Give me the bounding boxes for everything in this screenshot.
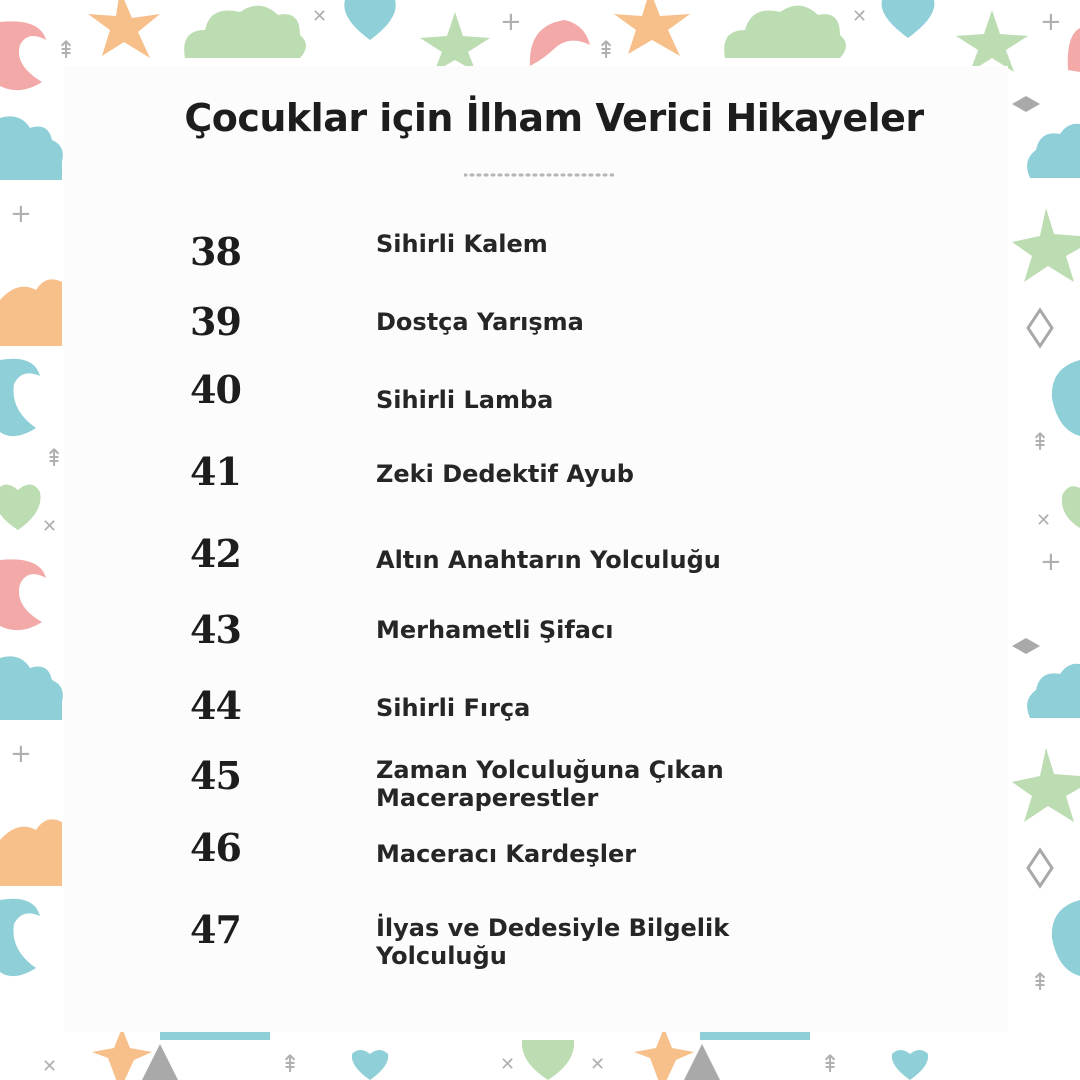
moon-icon [0,559,46,630]
story-number: 47 [190,907,241,952]
mountain-icon [684,1044,720,1080]
cloud-icon [0,819,62,886]
moon-icon [1068,28,1080,72]
star-icon [634,1028,694,1080]
diamond-icon [1028,310,1052,346]
star-icon [614,0,690,56]
story-title: Zeki Dedektif Ayub [376,460,634,488]
story-title: İlyas ve Dedesiyle Bilgelik Yolculuğu [376,914,730,970]
cross-icon: ✕ [852,6,868,27]
cloud-icon [184,6,306,58]
story-title: Zaman Yolculuğuna Çıkan Maceraperestler [376,756,724,812]
star-icon [1012,208,1080,282]
story-title: Sihirli Fırça [376,694,531,722]
tree-icon: ⇞ [1030,428,1051,456]
heart-icon [352,1050,388,1080]
plus-icon: + [1040,7,1062,37]
tree-icon: ⇞ [44,444,65,472]
mountain-icon [142,1044,178,1080]
star-icon [92,1028,152,1080]
plus-icon: + [10,199,32,229]
dotted-divider [464,170,614,180]
story-number: 45 [190,753,241,798]
heart-icon [892,1050,928,1080]
story-number: 41 [190,449,241,494]
story-title: Sihirli Lamba [376,386,554,414]
candy-icon [1012,638,1040,654]
tree-icon: ⇞ [596,36,617,64]
cloud-icon [0,656,63,720]
moon-icon [1052,360,1080,436]
star-icon [1012,748,1080,822]
tree-icon: ⇞ [820,1050,841,1078]
story-title: Dostça Yarışma [376,308,584,336]
story-title: Altın Anahtarın Yolculuğu [376,546,721,574]
story-title: Sihirli Kalem [376,230,548,258]
moon-icon [530,20,590,66]
plus-icon: + [10,739,32,769]
story-number: 44 [190,683,241,728]
tree-icon: ⇞ [56,36,77,64]
moon-icon [1052,900,1080,976]
star-icon [88,0,160,58]
diamond-icon [1028,850,1052,886]
plus-icon: + [1040,547,1062,577]
moon-icon [0,21,46,90]
star-icon [420,12,490,72]
story-number: 43 [190,607,241,652]
cloud-icon [1027,664,1080,718]
cross-icon: ✕ [1036,510,1052,531]
cross-icon: ✕ [590,1054,606,1075]
cross-icon: ✕ [312,6,328,27]
story-number: 38 [190,229,241,274]
heart-icon [0,484,41,530]
cross-icon: ✕ [42,1056,58,1077]
story-number: 40 [190,367,241,412]
cloud-icon [0,279,62,346]
tree-icon: ⇞ [280,1050,301,1078]
tree-icon: ⇞ [1030,968,1051,996]
story-number: 39 [190,299,241,344]
cross-icon: ✕ [42,516,58,537]
heart-icon [1062,486,1080,528]
cross-icon: ✕ [500,1054,516,1075]
heart-icon [522,1040,574,1080]
story-title: Maceracı Kardeşler [376,840,637,868]
moon-icon [0,899,40,976]
heart-icon [344,0,395,40]
moon-icon [0,359,40,436]
story-number: 42 [190,531,241,576]
cloud-icon [724,6,846,58]
star-icon [956,10,1028,72]
page-title: Çocuklar için İlham Verici Hikayeler [184,96,924,140]
plus-icon: + [500,7,522,37]
story-title: Merhametli Şifacı [376,616,614,644]
heart-icon [882,0,935,38]
story-number: 46 [190,825,241,870]
